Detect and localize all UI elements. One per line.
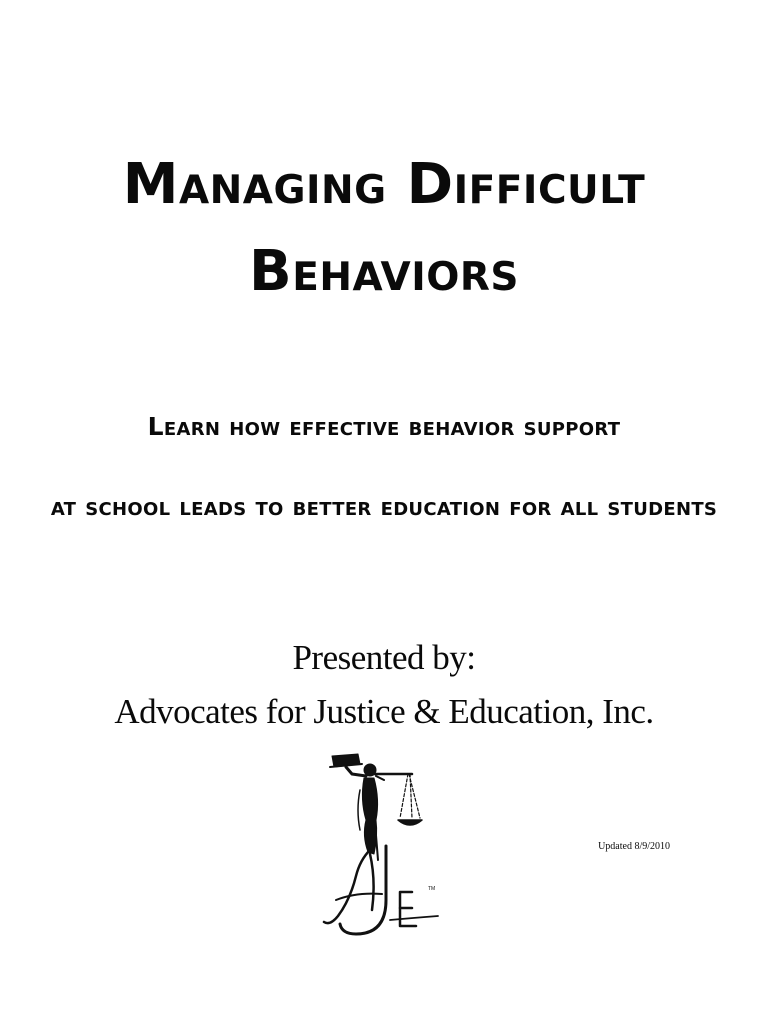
presented-by-label: Presented by: <box>292 638 476 677</box>
document-title-line-1: Managing Difficult <box>122 152 646 217</box>
subtitle-line-1: Learn how effective behavior support <box>147 412 621 441</box>
justice-scales-icon <box>324 754 438 934</box>
trademark-symbol: TM <box>428 886 436 892</box>
aje-justice-logo <box>316 750 444 940</box>
document-title-line-2: Behaviors <box>249 239 519 304</box>
presenter-organization-name: Advocates for Justice & Education, Inc. <box>114 692 654 731</box>
subtitle-line-2: at school leads to better education for all students <box>50 492 718 521</box>
updated-date: Updated 8/9/2010 <box>598 841 670 852</box>
